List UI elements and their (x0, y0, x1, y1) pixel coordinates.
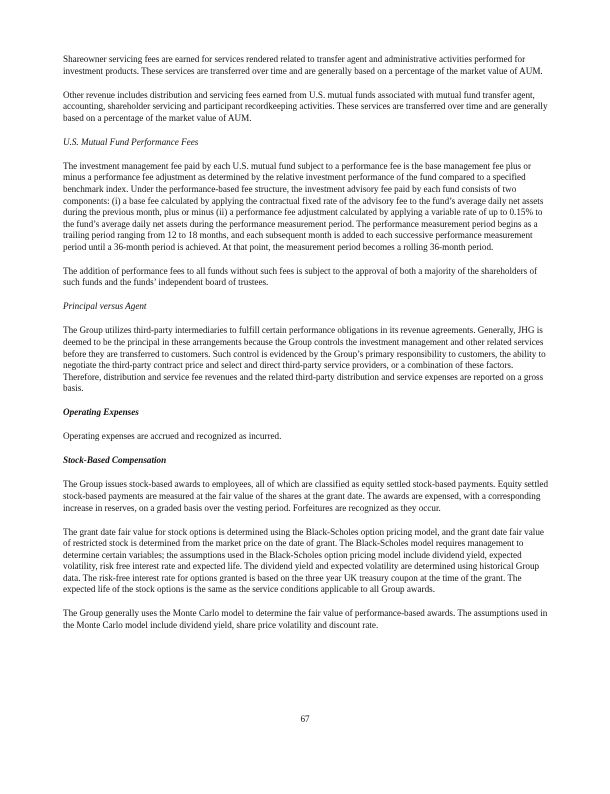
page-number: 67 (300, 714, 310, 724)
heading-us-mutual-fund-performance-fees: U.S. Mutual Fund Performance Fees (63, 136, 199, 147)
paragraph-performance-fee-approval: The addition of performance fees to all funds without such fees is subject to the approval of both a majority of the shareholders of such funds and the funds’ independent board of trustees. (63, 265, 538, 288)
document-page (63, 54, 549, 644)
paragraph-monte-carlo: The Group generally uses the Monte Carlo model to determine the fair value of performance-based awards. The assumptions used in the Monte Carlo model include dividend yield, share price volatility and discount rate. (63, 608, 548, 631)
paragraph-black-scholes: The grant date fair value for stock options is determined using the Black-Scholes option pricing model, and the grant date fair value of restricted stock is determined from the market price on the date of grant. The Black-Scholes model requires management to determine certain variables; the assumptions used in the Black-Scholes option pricing model include dividend yield, expected volatility, risk free interest rate and expected life. The dividend yield and expected volatility are determined using historical Group data. The risk-free interest rate for options granted is based on the three year UK treasury coupon at the time of the grant. The expected life of the stock options is the same as the service conditions applicable to all Group awards. (63, 526, 544, 595)
paragraph-performance-fee-structure: The investment management fee paid by each U.S. mutual fund subject to a performance fee is the base management fee plus or minus a performance fee adjustment as determined by the relative investment performance of the fund compared to a specified benchmark index. Under the performance-based fee structure, the investment advisory fee paid by each fund consists of two components: (i) a base fee calculated by applying the contractual fixed rate of the advisory fee to the fund’s average daily net assets during the previous month, plus or minus (ii) a performance fee adjustment calculated by applying a variable rate of up to 0.15% to the fund’s average daily net assets during the performance measurement period. The performance measurement period begins as a trailing period ranging from 12 to 18 months, and each subsequent month is added to each successive performance measurement period until a 36-month period is achieved. At that point, the measurement period becomes a rolling 36-month period. (63, 160, 544, 252)
heading-operating-expenses: Operating Expenses (63, 407, 139, 418)
paragraph-third-party-intermediaries: The Group utilizes third-party intermediaries to fulfill certain performance obligations in its revenue agreements. Generally, JHG is deemed to be the principal in these arrangements because the Group controls the investment management and other related services before they are transferred to customers. Such control is evidenced by the Group’s primary responsibility to customers, the ability to negotiate the third-party contract price and select and direct third-party service providers, or a combination of these factors. Therefore, distribution and service fee revenues and the related third-party distribution and service expenses are reported on a gross basis. (63, 325, 546, 394)
paragraph-stock-based-awards: The Group issues stock-based awards to employees, all of which are classified as equity settled stock-based payments. Equity settled stock-based payments are measured at the fair value of the shares at the grant date. The awards are expensed, with a corresponding increase in reserves, on a graded basis over the vesting period. Forfeitures are recognized as they occur. (63, 479, 549, 513)
heading-stock-based-compensation: Stock-Based Compensation (63, 455, 167, 466)
paragraph-other-revenue: Other revenue includes distribution and servicing fees earned from U.S. mutual funds associated with mutual fund transfer agent, accounting, shareholder servicing and participant recordkeeping activities. These services are transferred over time and are generally based on a percentage of the market value of AUM. (63, 89, 548, 123)
paragraph-shareowner-fees: Shareowner servicing fees are earned for services rendered related to transfer agent and administrative activities performed for investment products. These services are transferred over time and are generally based on a percentage of the market value of AUM. (63, 54, 543, 76)
paragraph-operating-expenses: Operating expenses are accrued and recognized as incurred. (63, 431, 282, 442)
heading-principal-versus-agent: Principal versus Agent (63, 301, 147, 312)
